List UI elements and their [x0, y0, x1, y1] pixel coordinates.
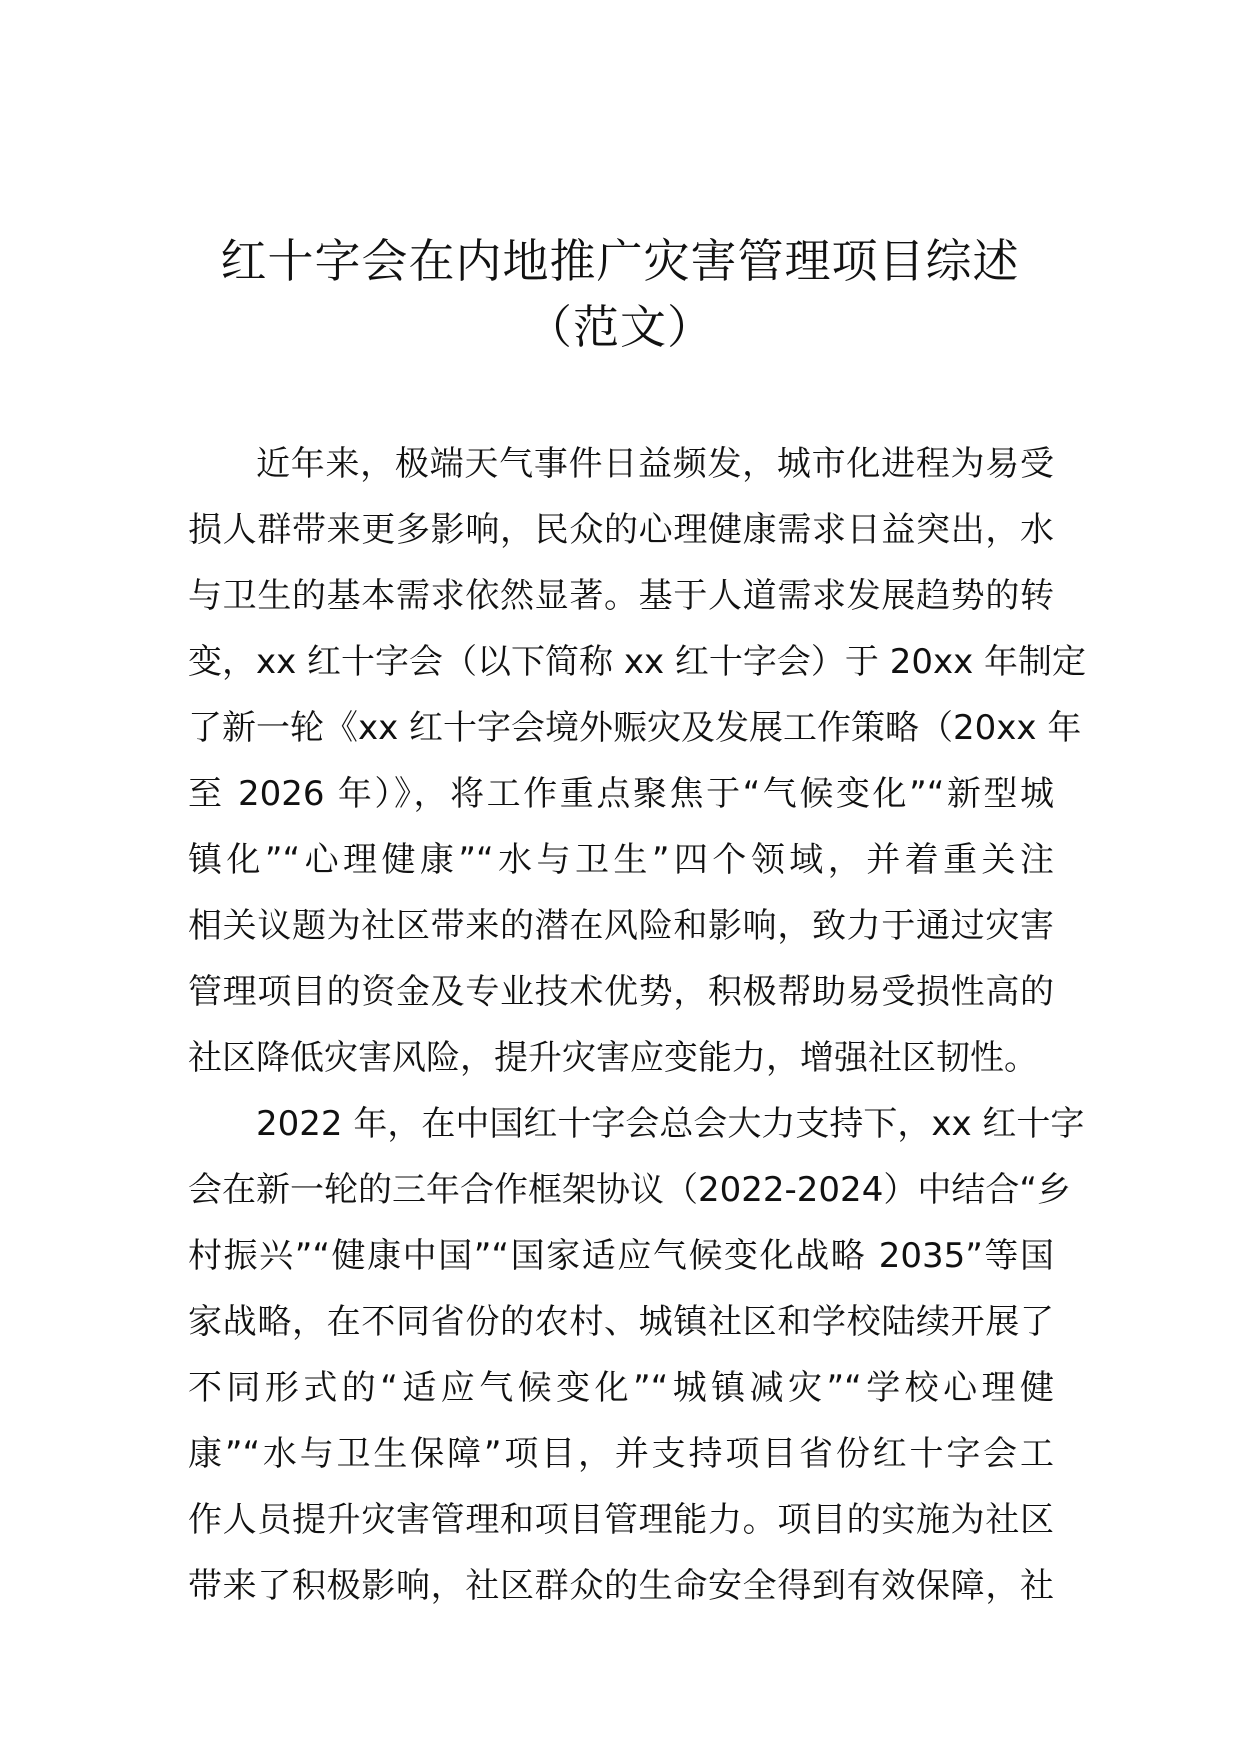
text-line: 近年来，极端天气事件日益频发，城市化进程为易受	[256, 444, 1054, 484]
text-line: 与卫生的基本需求依然显著。基于人道需求发展趋势的转	[188, 576, 1054, 616]
text-line: 镇化”“心理健康”“水与卫生”四个领域，并着重关注	[188, 840, 1054, 880]
text-line: 村振兴”“健康中国”“国家适应气候变化战略 2035”等国	[188, 1236, 1054, 1276]
title-subtitle-line: （范文）	[526, 300, 714, 354]
text-line: 康”“水与卫生保障”项目，并支持项目省份红十字会工	[188, 1434, 1054, 1474]
paragraph-1	[188, 431, 1087, 1091]
text-line: 社区降低灾害风险，提升灾害应变能力，增强社区韧性。	[188, 1038, 1038, 1078]
text-line: 会在新一轮的三年合作框架协议（2022-2024）中结合“乡	[188, 1170, 1071, 1210]
text-line: 2022 年，在中国红十字会总会大力支持下，xx 红十字	[256, 1104, 1085, 1144]
document-body	[188, 431, 1087, 1619]
text-line: 了新一轮《xx 红十字会境外赈灾及发展工作策略（20xx 年	[188, 708, 1082, 748]
document-title	[190, 228, 1050, 360]
text-line: 带来了积极影响，社区群众的生命安全得到有效保障，社	[188, 1566, 1054, 1606]
text-line: 不同形式的“适应气候变化”“城镇减灾”“学校心理健	[188, 1368, 1054, 1408]
title-line: 红十字会在内地推广灾害管理项目综述	[220, 234, 1020, 288]
text-line: 家战略，在不同省份的农村、城镇社区和学校陆续开展了	[188, 1302, 1054, 1342]
text-line: 相关议题为社区带来的潜在风险和影响，致力于通过灾害	[188, 906, 1054, 946]
text-line: 管理项目的资金及专业技术优势，积极帮助易受损性高的	[188, 972, 1054, 1012]
text-line: 变，xx 红十字会（以下简称 xx 红十字会）于 20xx 年制定	[188, 642, 1087, 682]
text-line: 作人员提升灾害管理和项目管理能力。项目的实施为社区	[188, 1500, 1054, 1540]
text-line: 损人群带来更多影响，民众的心理健康需求日益突出，水	[188, 510, 1054, 550]
paragraph-2	[188, 1091, 1085, 1619]
text-line: 至 2026 年）》，将工作重点聚焦于“气候变化”“新型城	[188, 774, 1054, 814]
